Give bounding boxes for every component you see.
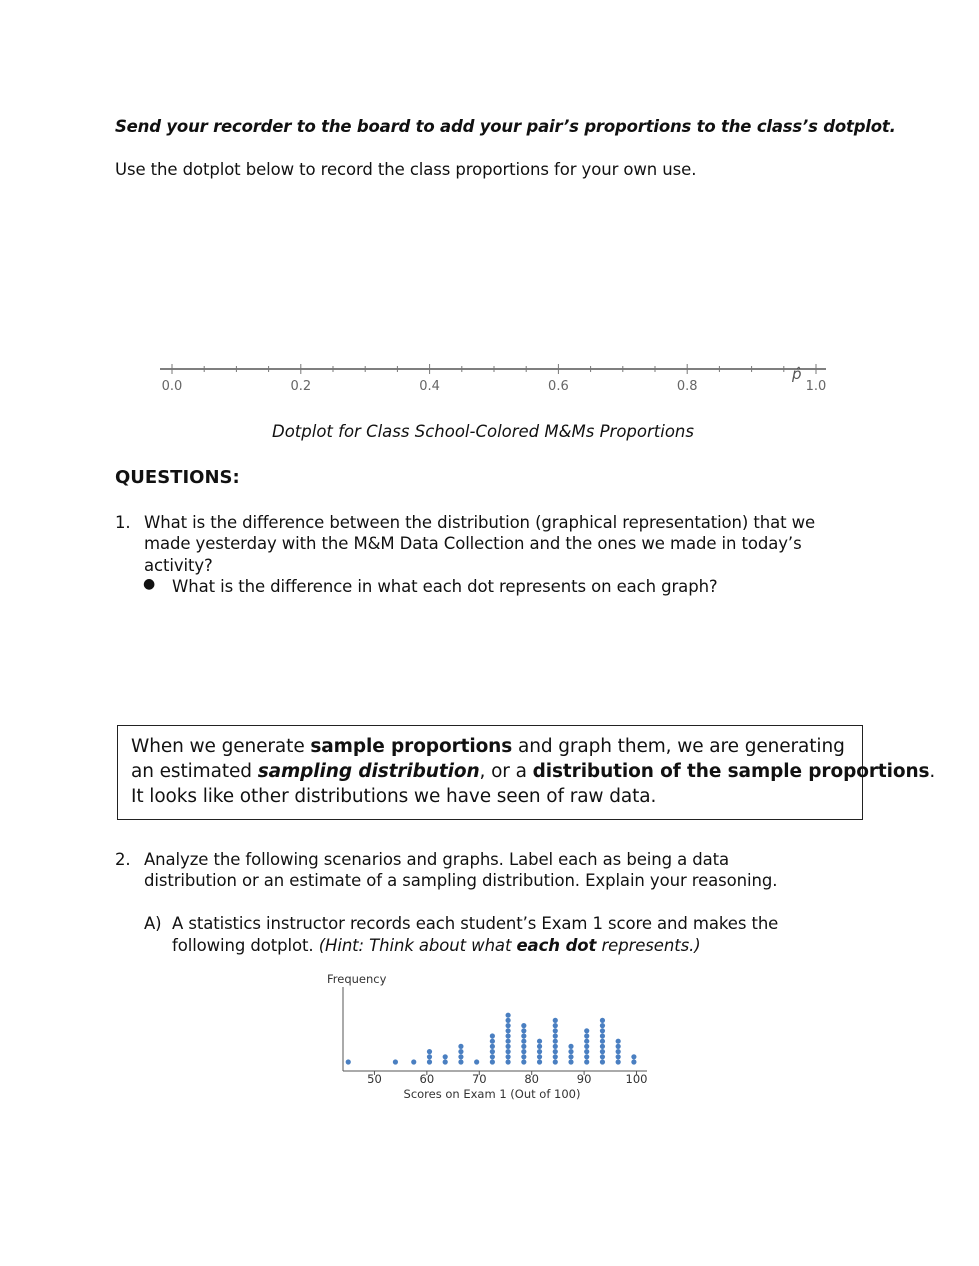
score-dot — [506, 1018, 511, 1023]
q2-number: 2. — [115, 850, 131, 869]
q2a-label: A) — [144, 914, 162, 933]
score-dot — [553, 1039, 558, 1044]
score-dot — [553, 1023, 558, 1028]
x-axis-ticks — [367, 1071, 647, 1086]
q1-bullet-text: What is the difference in what each dot represents on each graph? — [172, 577, 718, 596]
score-dot — [490, 1059, 495, 1064]
bullet-icon: ● — [143, 576, 156, 592]
score-dot — [411, 1059, 416, 1064]
score-dot — [458, 1059, 463, 1064]
dotplot-caption: Dotplot for Class School-Colored M&Ms Proportions — [272, 422, 694, 441]
score-dot — [443, 1054, 448, 1059]
questions-heading: QUESTIONS: — [115, 467, 240, 488]
definition-line-1: When we generate sample proportions and graph them, we are generating — [131, 736, 845, 757]
score-dot — [506, 1039, 511, 1044]
x-tick-label: 80 — [524, 1072, 540, 1086]
score-dot — [584, 1044, 589, 1049]
intro-text: Use the dotplot below to record the class proportions for your own use. — [115, 160, 697, 179]
x-tick-label: 60 — [419, 1072, 435, 1086]
score-dot — [506, 1049, 511, 1054]
score-dot — [521, 1059, 526, 1064]
score-dot — [393, 1059, 398, 1064]
score-dot — [568, 1059, 573, 1064]
score-dot — [521, 1049, 526, 1054]
exam-dotplot — [315, 965, 660, 1110]
p-hat-symbol: p̂ — [792, 365, 802, 383]
score-dot — [616, 1044, 621, 1049]
score-dot — [568, 1054, 573, 1059]
score-dot — [616, 1059, 621, 1064]
y-axis-label: Frequency — [327, 972, 387, 986]
score-dot — [568, 1044, 573, 1049]
score-dot — [490, 1054, 495, 1059]
score-dot — [443, 1059, 448, 1064]
score-dot — [490, 1049, 495, 1054]
score-dot — [521, 1044, 526, 1049]
q2a-line-2: following dotplot. (Hint: Think about what each dot represents.) — [172, 936, 701, 955]
score-dot — [600, 1033, 605, 1038]
score-dot — [553, 1018, 558, 1023]
score-dot — [600, 1028, 605, 1033]
score-dot — [631, 1059, 636, 1064]
score-dot — [427, 1059, 432, 1064]
score-dot — [521, 1033, 526, 1038]
score-dot — [506, 1059, 511, 1064]
score-dot — [490, 1039, 495, 1044]
score-dot — [458, 1054, 463, 1059]
score-dot — [631, 1054, 636, 1059]
score-dot — [553, 1054, 558, 1059]
score-dot — [490, 1044, 495, 1049]
score-dot — [521, 1054, 526, 1059]
axis-tick-label: 0.8 — [676, 379, 698, 394]
score-dot — [506, 1028, 511, 1033]
definition-line-2: an estimated sampling distribution, or a distribution of the sample proportions. — [131, 761, 936, 782]
score-dot — [568, 1049, 573, 1054]
score-dot — [458, 1049, 463, 1054]
score-dot — [616, 1049, 621, 1054]
q1-line-3: activity? — [144, 556, 213, 575]
score-dot — [521, 1039, 526, 1044]
axis-tick-label: 0.4 — [419, 379, 440, 394]
score-dot — [537, 1039, 542, 1044]
q2a-line-1: A statistics instructor records each student’s Exam 1 score and makes the — [172, 914, 779, 933]
score-dot — [616, 1054, 621, 1059]
score-dot — [553, 1049, 558, 1054]
score-dot — [521, 1023, 526, 1028]
q1-number: 1. — [115, 513, 131, 532]
x-axis-label: Scores on Exam 1 (Out of 100) — [403, 1087, 581, 1101]
q1-line-1: What is the difference between the distribution (graphical representation) that we — [144, 513, 816, 532]
definition-line-3: It looks like other distributions we have seen of raw data. — [131, 786, 657, 807]
score-dot — [600, 1023, 605, 1028]
score-dot — [537, 1044, 542, 1049]
score-dot — [506, 1013, 511, 1018]
score-dot — [506, 1054, 511, 1059]
score-dot — [490, 1033, 495, 1038]
term-sample-proportions: sample proportions — [310, 736, 513, 757]
score-dot — [506, 1023, 511, 1028]
definition-box — [117, 725, 936, 820]
q2-line-1: Analyze the following scenarios and graphs. Label each as being a data — [144, 850, 730, 869]
score-dot — [600, 1044, 605, 1049]
score-dot — [427, 1049, 432, 1054]
score-dot — [600, 1054, 605, 1059]
score-dot — [537, 1049, 542, 1054]
instruction-text: Send your recorder to the board to add your pair’s proportions to the class’s dotplot. — [115, 117, 896, 136]
score-dot — [537, 1054, 542, 1059]
hint-each-dot: each dot — [516, 936, 597, 955]
score-dot — [584, 1033, 589, 1038]
score-dot — [427, 1054, 432, 1059]
score-dot — [600, 1049, 605, 1054]
q2-line-2: distribution or an estimate of a sampling distribution. Explain your reasoning. — [144, 871, 778, 890]
x-tick-label: 100 — [625, 1072, 648, 1086]
score-dot — [506, 1044, 511, 1049]
score-dot — [600, 1059, 605, 1064]
score-dot — [553, 1059, 558, 1064]
score-dot — [584, 1028, 589, 1033]
score-dot — [521, 1028, 526, 1033]
score-dot — [600, 1039, 605, 1044]
score-dot — [616, 1039, 621, 1044]
class-dotplot-axis — [150, 355, 840, 400]
x-tick-label: 50 — [367, 1072, 382, 1086]
x-tick-label: 70 — [471, 1072, 487, 1086]
axis-tick-label: 1.0 — [805, 379, 827, 394]
score-dot — [506, 1033, 511, 1038]
score-dot — [584, 1049, 589, 1054]
dots-group — [346, 1013, 637, 1065]
definition-text — [131, 734, 935, 809]
score-dot — [458, 1044, 463, 1049]
score-dot — [553, 1044, 558, 1049]
score-dot — [600, 1018, 605, 1023]
x-tick-label: 90 — [576, 1072, 592, 1086]
axis-tick-label: 0.2 — [290, 379, 312, 394]
term-distribution-of-sample-proportions: distribution of the sample proportions — [532, 761, 930, 782]
score-dot — [553, 1033, 558, 1038]
score-dot — [584, 1059, 589, 1064]
score-dot — [584, 1054, 589, 1059]
score-dot — [537, 1059, 542, 1064]
q1-line-2: made yesterday with the M&M Data Collection and the ones we made in today’s — [144, 534, 802, 553]
score-dot — [584, 1039, 589, 1044]
score-dot — [553, 1028, 558, 1033]
score-dot — [346, 1059, 351, 1064]
score-dot — [474, 1059, 479, 1064]
axis-tick-label: 0.6 — [548, 379, 569, 394]
term-sampling-distribution: sampling distribution — [257, 761, 480, 782]
axis-tick-label: 0.0 — [161, 379, 183, 394]
